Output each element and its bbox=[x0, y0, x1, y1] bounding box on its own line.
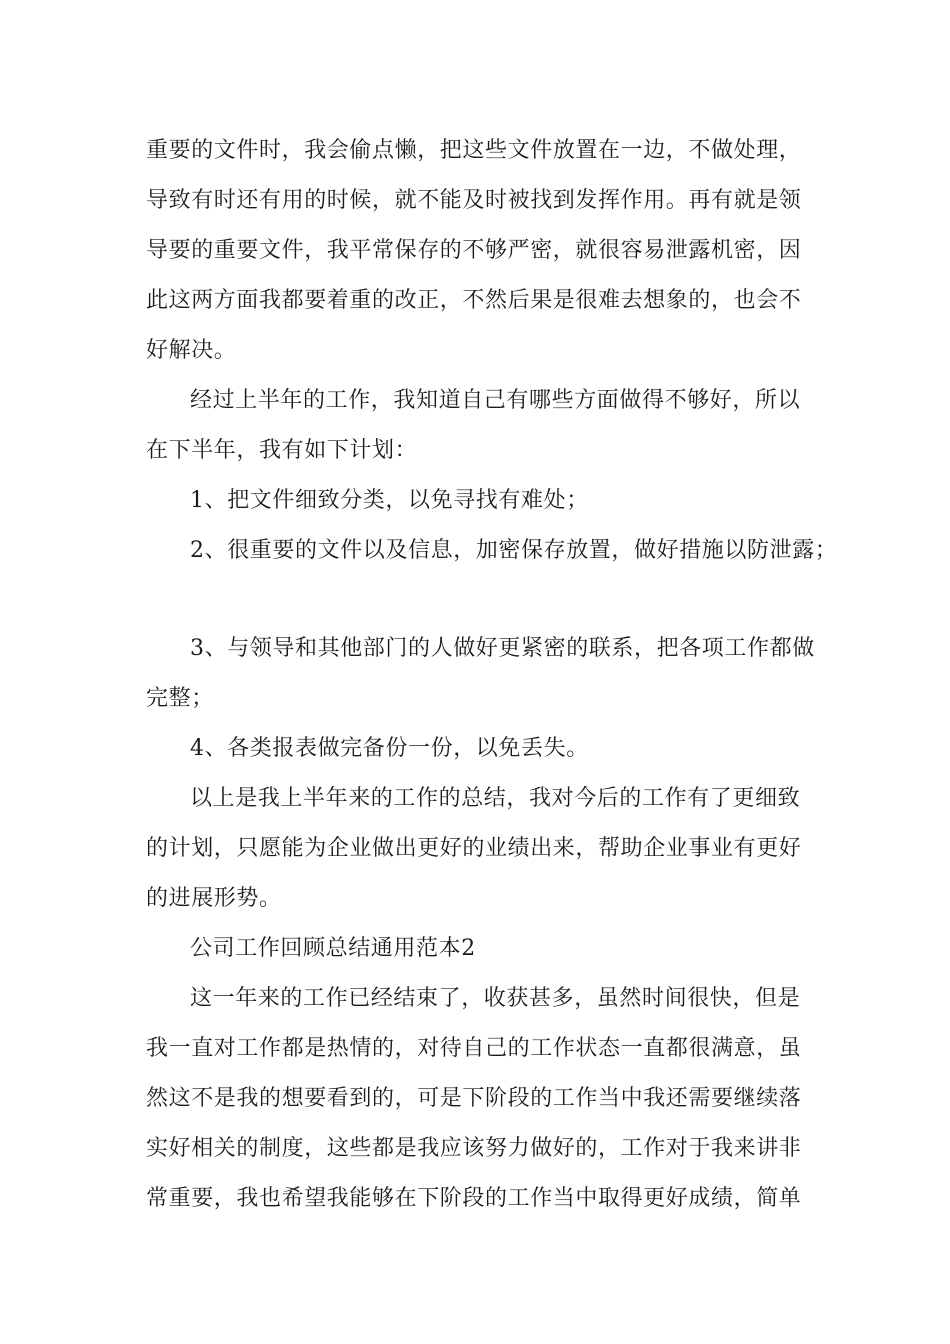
paragraph-start: 经过上半年的工作，我知道自己有哪些方面做得不够好，所以 bbox=[190, 388, 801, 413]
text-line: 的进展形势。 bbox=[146, 886, 282, 911]
text-line: 实好相关的制度，这些都是我应该努力做好的，工作对于我来讲非 bbox=[146, 1136, 802, 1161]
text-line: 此这两方面我都要着重的改正，不然后果是很难去想象的，也会不 bbox=[146, 288, 802, 313]
plan-item-3: 3、与领导和其他部门的人做好更紧密的联系，把各项工作都做 bbox=[190, 636, 815, 661]
text-line: 导致有时还有用的时候，就不能及时被找到发挥作用。再有就是领 bbox=[146, 188, 802, 213]
text-line: 重要的文件时，我会偷点懒，把这些文件放置在一边，不做处理， bbox=[146, 138, 802, 163]
plan-item-2: 2、很重要的文件以及信息，加密保存放置，做好措施以防泄露； bbox=[190, 538, 838, 563]
paragraph-start: 这一年来的工作已经结束了，收获甚多，虽然时间很快，但是 bbox=[190, 986, 801, 1011]
section-heading: 公司工作回顾总结通用范本2 bbox=[190, 936, 476, 961]
text-line: 在下半年，我有如下计划： bbox=[146, 438, 418, 463]
text-line: 常重要，我也希望我能够在下阶段的工作当中取得更好成绩，简单 bbox=[146, 1186, 802, 1211]
text-line: 然这不是我的想要看到的，可是下阶段的工作当中我还需要继续落 bbox=[146, 1086, 802, 1111]
text-line: 的计划，只愿能为企业做出更好的业绩出来，帮助企业事业有更好 bbox=[146, 836, 802, 861]
text-line: 导要的重要文件，我平常保存的不够严密，就很容易泄露机密，因 bbox=[146, 238, 802, 263]
plan-item-1: 1、把文件细致分类，以免寻找有难处； bbox=[190, 488, 589, 513]
plan-item-4: 4、各类报表做完备份一份，以免丢失。 bbox=[190, 736, 589, 761]
text-line: 我一直对工作都是热情的，对待自己的工作状态一直都很满意，虽 bbox=[146, 1036, 802, 1061]
text-line: 好解决。 bbox=[146, 338, 237, 363]
paragraph-start: 以上是我上半年来的工作的总结，我对今后的工作有了更细致 bbox=[190, 786, 801, 811]
text-line: 完整； bbox=[146, 686, 214, 711]
